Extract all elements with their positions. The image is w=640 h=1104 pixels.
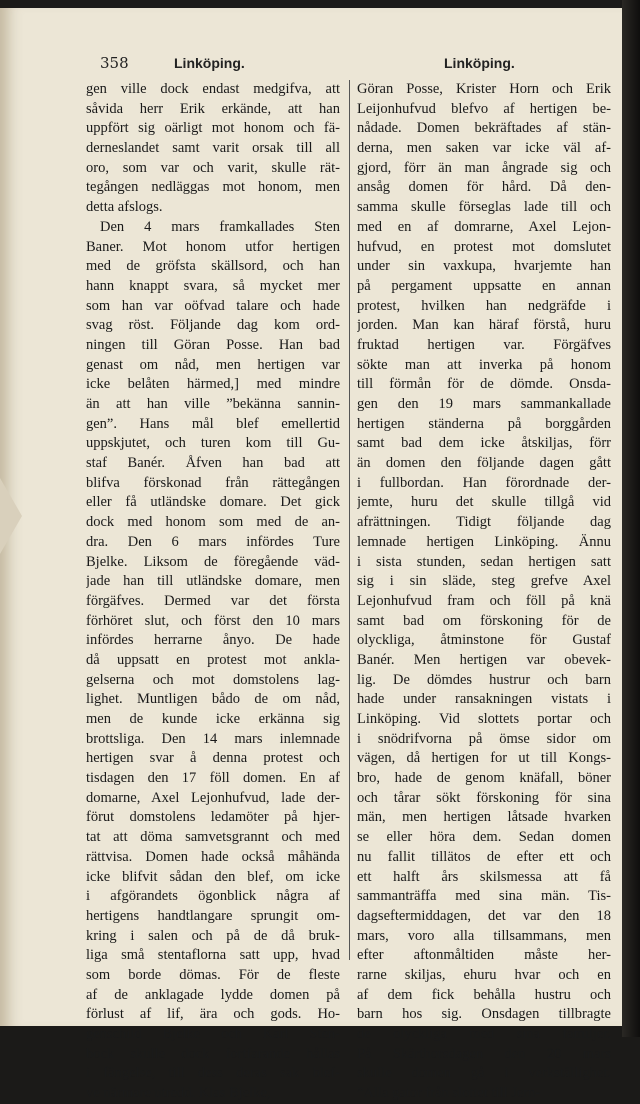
text-line: förut domstolens ledamöter på hjer- <box>86 809 340 826</box>
text-line: rarne skiljas, ehuru hvar och en <box>357 966 611 983</box>
text-line: jemte, huru det skulle tillgå vid <box>357 494 611 511</box>
text-line: genast om nåd, men hertigen var <box>86 356 340 373</box>
text-line: derneslandet samt varit orsak till all <box>86 140 340 157</box>
text-line: män, men hertigen låtsade hvarken <box>357 809 611 826</box>
text-line: domarne, Axel Lejonhufvud, lade der- <box>86 789 340 806</box>
text-line: jorden. Man kan häraf förstå, huru <box>357 317 611 334</box>
text-line: tisdagen den 17 föll domen. En af <box>86 770 340 787</box>
text-line: mars, voro alla tillsammans, men <box>357 927 611 944</box>
text-line: svag röst. Följande dag kom ord- <box>86 317 340 334</box>
text-line: de olyckliga med sina familjer. <box>357 1026 611 1042</box>
text-line: protest, hvilken han nedgräfde i <box>357 297 611 314</box>
text-line: oro, som var och varit, skulle rät- <box>86 159 340 176</box>
text-line: se eller höra dem. Sedan domen <box>357 829 611 846</box>
text-line: hertigens handtlangare sprungit om- <box>86 907 340 924</box>
text-line: På Skärthorsdagen den 20 mars <box>357 1045 611 1062</box>
text-line: Lejonhufvud fram och föll på knä <box>357 592 611 609</box>
page-number: 358 <box>100 54 129 72</box>
text-line: i fullbordan. Han förordnade der- <box>357 474 611 491</box>
text-line: bock skulle dock fortfarande hållas <box>86 1045 340 1062</box>
text-line: efter aftonmåltiden måste her- <box>357 947 611 964</box>
text-line: nu fallit tillätos de efter ett och <box>357 848 611 865</box>
text-line: sökte man att inverka på honom <box>357 356 611 373</box>
text-line: som han var oöfvad talare och hade <box>86 297 340 314</box>
page-tab-notch <box>0 478 22 554</box>
text-line: under sin vaxkupa, hvarjemte han <box>357 258 611 275</box>
text-line: än domen den följande dagen gått <box>357 455 611 472</box>
text-line: genschild Bjelke och Karl Sten- <box>86 1026 340 1042</box>
running-header <box>100 54 605 78</box>
text-line: icke belåten härmed,] med mindre <box>86 376 340 393</box>
text-line: än att han ville ”bekänna sannin- <box>86 396 340 412</box>
text-line: uppskjutet, och turen kom till Gu- <box>86 435 340 452</box>
text-line: Linköping. Vid slottets portar och <box>357 711 611 727</box>
text-line: kring i salen och på de då bruk- <box>86 927 340 944</box>
left-text-column <box>86 80 340 1104</box>
text-line: hufvud, en protest mot domslutet <box>357 238 611 255</box>
text-line: med en af domrarne, Axel Lejon- <box>357 218 611 235</box>
text-line: ”Alla gator från slottet till Jern- <box>357 1085 541 1102</box>
text-line: dock med honom som med de an- <box>86 514 340 531</box>
text-line: bro, hade de genom knäfall, böner <box>357 770 611 787</box>
text-line: ve närmare utredd. Klas Bjelke, <box>86 1085 271 1102</box>
text-line: då uppsatt en protest mot ankla- <box>86 651 340 668</box>
text-line: ansåg domen för hård. Då den- <box>357 179 611 196</box>
text-line: hann knappt svara, så mycket mer <box>86 277 340 294</box>
text-line: liga små stentaflorna satt upp, hvad <box>86 947 340 964</box>
text-line: infördes herrarne ånyo. De hade <box>86 632 340 649</box>
text-line: hertigen svar å denna protest och <box>86 750 340 767</box>
text-line: blifva förskonad från rättegången <box>86 474 340 491</box>
text-line: som borde dömas. För de fleste <box>86 966 340 983</box>
text-line: detta afslogs. <box>86 199 163 216</box>
text-line: Baner. Mot honom utfor hertigen <box>86 238 340 255</box>
text-line: jade han till utländske domare, men <box>86 573 340 590</box>
text-line: ningen till Göran Posse. Han bad <box>86 336 340 353</box>
header-title-left: Linköping. <box>174 55 245 71</box>
page-edge <box>622 0 640 1037</box>
text-line: fruktad hertigen var. Förgäfves <box>357 336 611 353</box>
text-line: lemnade hertigen Linköping. Ännu <box>357 533 611 550</box>
text-line: till förmån för de dömde. Onsda- <box>357 376 611 393</box>
text-line: skulle domen gå i verkställighet. <box>357 1065 611 1082</box>
text-line: brottsliga. Den 14 mars inlemnade <box>86 730 340 747</box>
text-line: gen”. Hans mål blef emellertid <box>86 415 340 432</box>
text-line: gen ville dock endast medgifva, att <box>86 81 340 97</box>
text-line: samma skulle förseglas lade till och <box>357 199 611 216</box>
text-line: tegången nedläggas mot honom, men <box>86 179 340 196</box>
text-line: lig. De dömdes hustrur och barn <box>357 671 611 688</box>
text-line: barn hos sig. Onsdagen tillbragte <box>357 1006 611 1023</box>
text-line: hade under ransakningen vistats i <box>357 691 611 708</box>
text-line: såvida herr Erik erkände, att han <box>86 100 340 117</box>
text-line: rättvisa. Domen hade också måhända <box>86 848 340 865</box>
text-line: vägen, då hertigen for ut till Kongs- <box>357 750 611 767</box>
text-line: med de gröfsta skällsord, och han <box>86 258 340 275</box>
text-line: Den 4 mars framkallades Sten <box>100 218 340 235</box>
text-line: gen den 19 mars sammankallade <box>357 396 611 412</box>
text-line: gelserna och mot domstolens lag- <box>86 671 340 688</box>
text-line: i sista stunden, sedan hertigen satt <box>357 553 611 570</box>
text-line: och tårar sökt förskoning för sina <box>357 789 611 806</box>
header-title-right: Linköping. <box>444 55 515 71</box>
column-divider <box>349 80 350 960</box>
text-line: samt bad dem icke åtskiljas, förr <box>357 435 611 452</box>
text-line: i afgörandets ögonblick några af <box>86 888 340 905</box>
text-line: i fängelse, till dess deras sak blef- <box>86 1065 340 1082</box>
text-line: eller få utländske domare. Det gick <box>86 494 340 511</box>
text-line: ett halft års skilsmessa att få <box>357 868 611 885</box>
text-line: af dem fick behålla hustru och <box>357 986 611 1003</box>
text-line: olyckliga, åtminstone för Gustaf <box>357 632 611 649</box>
text-line: förhöret slut, och först den 10 mars <box>86 612 340 629</box>
text-line: dagseftermiddagen, det var den 18 <box>357 907 611 924</box>
text-line: afrättningen. Tidigt följande dag <box>357 514 611 531</box>
text-line: sammanträffa med sina män. Tis- <box>357 888 611 905</box>
text-line: lighet. Muntligen bådo de om nåd, <box>86 691 340 708</box>
text-line: förgäfves. Dermed var det första <box>86 592 340 609</box>
text-line: samt bad om förskoning för de <box>357 612 611 629</box>
text-line: af de anklagade lydde domen på <box>86 986 340 1003</box>
text-line: nådade. Domen bekräftades af stän- <box>357 120 611 137</box>
text-line: sig i sin släde, steg grefve Axel <box>357 573 611 590</box>
text-line: Leijonhufvud blefvo af hertigen be- <box>357 100 611 117</box>
text-line: men de kunde icke erkänna sig <box>86 711 340 727</box>
right-text-column <box>357 80 611 1104</box>
text-line: tat att döma samvetsgrannt och med <box>86 829 340 846</box>
text-line: staf Banér. Åfven han bad att <box>86 455 340 472</box>
text-line: gjord, förr än man ångrade sig och <box>357 159 611 176</box>
text-line: dra. Den 6 mars infördes Ture <box>86 533 340 550</box>
text-line: i snödrifvorna på ömse sidor om <box>357 730 611 747</box>
text-line: Banér. Men hertigen var obevek- <box>357 651 611 668</box>
text-line: Göran Posse, Krister Horn och Erik <box>357 81 611 97</box>
text-line: icke blifvit sådan den blef, om icke <box>86 868 340 885</box>
text-line: hertigen ständerna på borggården <box>357 415 611 432</box>
text-line: uppfört sig oärligt mot honom och fä- <box>86 120 340 137</box>
text-line: Bjelke. Liksom de föregående väd- <box>86 553 340 570</box>
text-line: förlust af lif, ära och gods. Ho- <box>86 1006 340 1023</box>
text-line: derna, men saken var icke väl af- <box>357 140 611 157</box>
text-line: på pergament uppsatte en annan <box>357 277 611 294</box>
